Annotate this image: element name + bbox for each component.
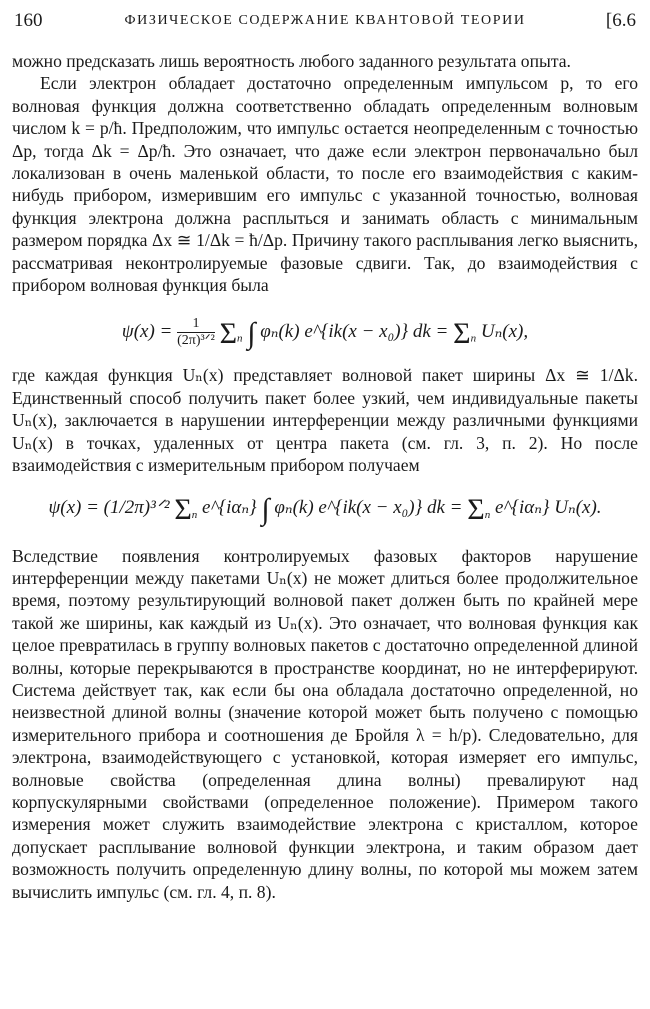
eq2-paren: (1/2π)³ᐟ² <box>103 496 170 518</box>
eq2-lhs: ψ(x) = <box>48 496 99 518</box>
eq1-sum-symbol: Σ <box>219 317 238 351</box>
eq2-sum-symbol-rhs: Σ <box>467 492 485 526</box>
section-number: [6.6 <box>605 10 636 31</box>
equation-wavefunction-after <box>12 477 638 545</box>
eq1-frac-den: (2π)³ᐟ² <box>177 333 215 349</box>
running-title: ФИЗИЧЕСКОЕ СОДЕРЖАНИЕ КВАНТОВОЙ ТЕОРИИ <box>124 13 526 28</box>
eq2-sum-index: n <box>191 508 198 521</box>
eq1-sum-index-rhs: n <box>470 333 477 346</box>
eq1-sum-index: n <box>237 333 243 346</box>
eq1-integrand: φₙ(k) e^{ik(x − x₀)} dk = <box>260 321 449 343</box>
eq1-sum-symbol-rhs: Σ <box>453 317 471 351</box>
equation-wavefunction-before <box>12 296 638 364</box>
paragraph-momentum: Если электрон обладает достаточно определенным импульсом p, то его волновая функция должна соответственно обладать определенным волновым числом k = p/ħ. Предположим, что импульс остается неопределенным с точностью Δp, тогда Δk = Δp/ħ. Это означает, что даже если электрон первоначально был локализован в очень маленькой области, то после его взаимодействия с каким-нибудь прибором, измерившим его импульс с указанной точностью, волновая функция электрона должна расплыться и занимать область с минимальным размером порядка Δx ≅ 1/Δk = ħ/Δp. Причину такого расплывания легко выяснить, рассматривая неконтролируемые фазовые сдвиги. Так, до взаимодействия с прибором волновая функция была <box>12 73 638 296</box>
eq2-integrand: φₙ(k) e^{ik(x − x₀)} dk = <box>274 496 463 518</box>
paragraph-packets: где каждая функция Uₙ(x) представляет волновой пакет ширины Δx ≅ 1/Δk. Единственный способ получить пакет более узкий, чем индивидуальные пакеты Uₙ(x), заключается в нарушении интерференции между различными функциями Uₙ(x) в точках, удаленных от центра пакета (см. гл. 3, п. 2). Но после взаимодействия с измерительным прибором получаем <box>12 365 638 476</box>
eq2-sum-symbol: Σ <box>174 492 192 526</box>
eq1-fraction <box>177 316 215 349</box>
eq2-sum-index-rhs: n <box>484 508 491 521</box>
eq2-rhs: e^{iαₙ} Uₙ(x). <box>494 496 602 518</box>
eq2-integral-symbol: ∫ <box>261 492 270 526</box>
page-body <box>12 50 638 903</box>
eq1-integral-symbol: ∫ <box>247 317 256 351</box>
eq1-frac-num: 1 <box>177 316 215 333</box>
eq1-rhs: Uₙ(x), <box>480 321 529 343</box>
eq2-phase: e^{iαₙ} <box>202 496 257 518</box>
paragraph-consequence: Вследствие появления контролируемых фазовых факторов нарушение интерференции между пакетами Uₙ(x) не может длиться более продолжительное время, поэтому результирующий волновой пакет должен быть по крайней мере такой же ширины, как каждый из Uₙ(x). Это означает, что волновая функция как целое превратилась в группу волновых пакетов с достаточно определенной длиной волны, которые перекрываются в пространстве координат, но не интерферируют. Система действует так, как если бы она обладала достаточно определенной, но неизвестной длиной волны (значение которой может быть получено с помощью измерительного прибора и соотношения де Бройля λ = h/p). Следовательно, для электрона, взаимодействующего с установкой, которая измеряет его импульс, волновые свойства (определенная длина волны) превалируют над корпускулярными свойствами (определенное положение). Примером такого измерения может служить взаимодействие электрона с кристаллом, которое допускает расплывание волновой функции электрона, и таким образом дает возможность получить определенную длину волны, по которой мы можем затем вычислить импульс (см. гл. 4, п. 8). <box>12 545 638 902</box>
page-header <box>14 10 636 38</box>
eq1-lhs: ψ(x) = <box>121 321 173 343</box>
paragraph-continuation: можно предсказать лишь вероятность любого заданного результата опыта. <box>12 51 571 71</box>
page-number: 160 <box>14 10 43 31</box>
